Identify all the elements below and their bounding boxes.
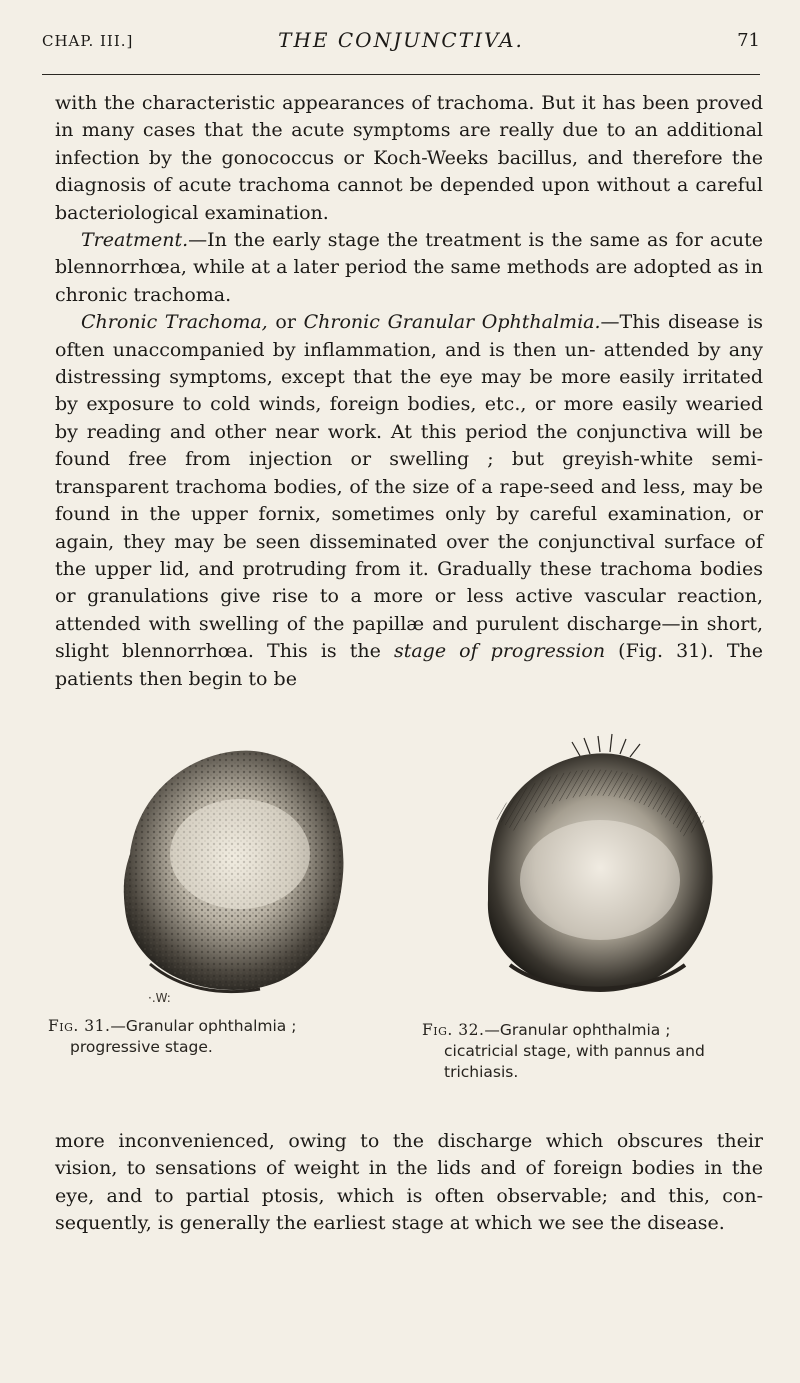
caption-text-cont: cicatricial stage, with pannus and (444, 1042, 705, 1060)
paragraph-treatment (55, 227, 763, 309)
paragraph-1: with the characteristic appearances of trachoma. But it has been proved in many cases that the acute symptoms are really due to an additional infection by the gonococcus or Koch-Weeks bacillus, and therefore the diagnosis of acute trachoma cannot be depended upon without a careful bacteriological examination. (55, 92, 763, 224)
figure-area (40, 730, 780, 1120)
paragraph-lead: Chronic Trachoma, (81, 311, 268, 334)
paragraph-connector: or (267, 311, 304, 334)
paragraph-body: —This disease is often unaccompanied by inflammation, and is then un- attended by any distressing symptoms, except that the eye may be more easily irritated by exposure to cold winds, foreign bodies, etc., or more easily wearied by reading and other near work. At this period the conjunctiva will be found free from injection or swelling ; but greyish-white semi-transparent trachoma bodies, of the size of a rape-seed and less, may be found in the upper fornix, sometimes only by careful examination, or again, they may be seen disseminated over the conjunctival surface of the upper lid, and protruding from it. Gradually these trachoma bodies or granulations give rise to a more or less active vascular reaction, attended with swelling of the papillæ and purulent discharge—in short, slight blennorrhœa. This is the (55, 311, 764, 663)
figure-31-caption (48, 1016, 368, 1058)
paragraph-chronic (55, 309, 763, 693)
page-number: 71 (737, 30, 760, 51)
svg-text:·.W:: ·.W: (148, 991, 171, 1005)
figure-32-illustration (450, 730, 740, 1010)
continuation-text (55, 1128, 763, 1238)
caption-text-cont-2: trichiasis. (444, 1063, 519, 1081)
emphasis-term: stage of progression (393, 640, 606, 663)
running-title: THE CONJUNCTIVA. (278, 28, 524, 52)
paragraph-body-end: (Fig. 31). The patients then begin to be (55, 640, 763, 690)
paragraph-lead: Treatment. (81, 229, 189, 252)
figure-label: Fig. 31. (48, 1017, 111, 1035)
paragraph-lead-2: Chronic Granular Ophthalmia. (303, 311, 601, 334)
caption-text-cont: progressive stage. (70, 1038, 213, 1056)
caption-text: —Granular ophthalmia ; (110, 1017, 297, 1035)
caption-text: —Granular ophthalmia ; (484, 1021, 671, 1039)
chapter-label: CHAP. III.] (42, 32, 134, 50)
paragraph-body: —In the early stage the treatment is the same as for acute blennorrhœa, while at a later period the same methods are adopted as in chronic trachoma. (55, 229, 763, 306)
paragraph-closing: more inconvenienced, owing to the discharge which obscures their vision, to sensations of weight in the lids and of foreign bodies in the eye, and to partial ptosis, which is often observable; and this, con- sequently, is generally the earliest stage at which we see the disease. (55, 1130, 763, 1235)
figure-31-illustration (110, 734, 360, 1014)
running-header (42, 18, 760, 58)
header-rule (42, 74, 760, 75)
main-text (55, 90, 763, 693)
figure-label: Fig. 32. (422, 1021, 485, 1039)
figure-32-caption (422, 1020, 770, 1083)
